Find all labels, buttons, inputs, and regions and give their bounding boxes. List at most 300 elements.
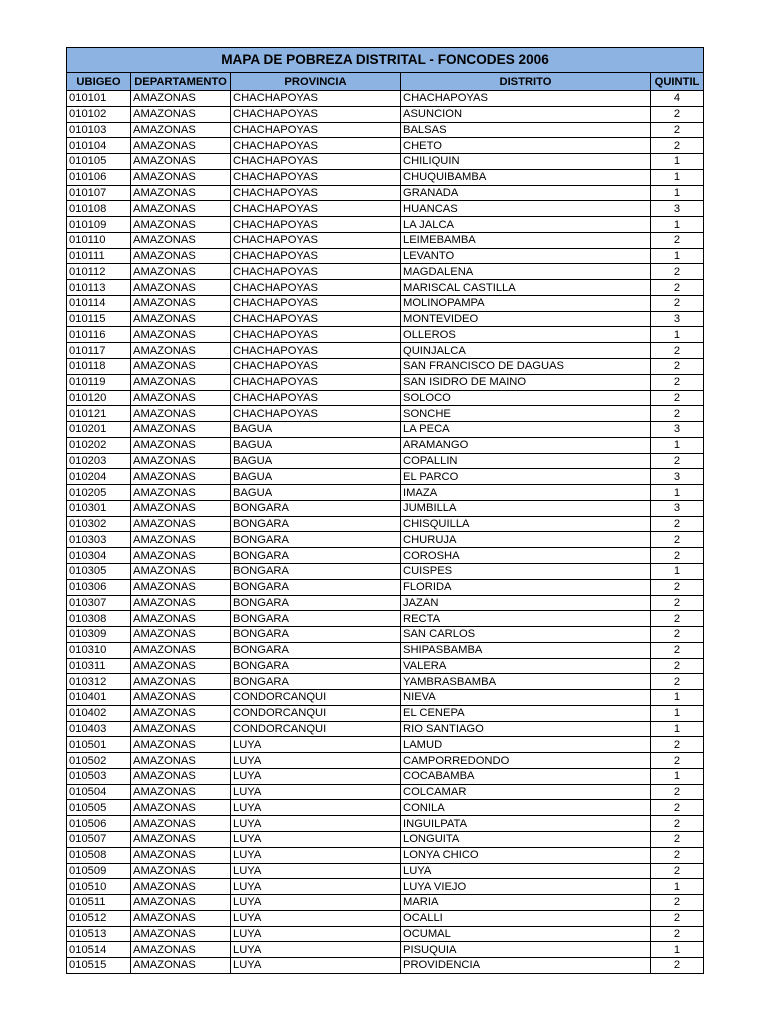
- ubigeo-cell: 010509: [67, 863, 131, 879]
- table-row: [67, 768, 704, 784]
- ubigeo-cell: 010121: [67, 406, 131, 422]
- distrito-cell: NIEVA: [401, 690, 651, 706]
- provincia-cell: LUYA: [231, 879, 401, 895]
- provincia-cell: BAGUA: [231, 453, 401, 469]
- table-row: [67, 185, 704, 201]
- provincia-cell: CHACHAPOYAS: [231, 406, 401, 422]
- provincia-cell: LUYA: [231, 958, 401, 974]
- quintil-cell: 3: [651, 500, 704, 516]
- column-header-quintil: QUINTIL: [651, 73, 704, 91]
- distrito-cell: COPALLIN: [401, 453, 651, 469]
- table-row: [67, 264, 704, 280]
- table-row: [67, 422, 704, 438]
- ubigeo-cell: 010508: [67, 847, 131, 863]
- distrito-cell: LEIMEBAMBA: [401, 232, 651, 248]
- table-row: [67, 942, 704, 958]
- provincia-cell: LUYA: [231, 800, 401, 816]
- distrito-cell: QUINJALCA: [401, 343, 651, 359]
- ubigeo-cell: 010202: [67, 437, 131, 453]
- ubigeo-cell: 010507: [67, 831, 131, 847]
- departamento-cell: AMAZONAS: [131, 863, 231, 879]
- ubigeo-cell: 010101: [67, 91, 131, 107]
- ubigeo-cell: 010501: [67, 737, 131, 753]
- provincia-cell: BAGUA: [231, 485, 401, 501]
- distrito-cell: CHURUJA: [401, 532, 651, 548]
- ubigeo-cell: 010102: [67, 106, 131, 122]
- departamento-cell: AMAZONAS: [131, 406, 231, 422]
- provincia-cell: CONDORCANQUI: [231, 721, 401, 737]
- table-row: [67, 280, 704, 296]
- provincia-cell: CONDORCANQUI: [231, 690, 401, 706]
- table-row: [67, 895, 704, 911]
- ubigeo-cell: 010512: [67, 910, 131, 926]
- distrito-cell: HUANCAS: [401, 201, 651, 217]
- ubigeo-cell: 010119: [67, 374, 131, 390]
- departamento-cell: AMAZONAS: [131, 611, 231, 627]
- quintil-cell: 2: [651, 579, 704, 595]
- provincia-cell: CHACHAPOYAS: [231, 390, 401, 406]
- table-row: [67, 863, 704, 879]
- table-row: [67, 800, 704, 816]
- distrito-cell: MOLINOPAMPA: [401, 295, 651, 311]
- departamento-cell: AMAZONAS: [131, 658, 231, 674]
- ubigeo-cell: 010511: [67, 895, 131, 911]
- quintil-cell: 2: [651, 627, 704, 643]
- provincia-cell: BAGUA: [231, 422, 401, 438]
- distrito-cell: SAN FRANCISCO DE DAGUAS: [401, 359, 651, 375]
- table-row: [67, 642, 704, 658]
- quintil-cell: 2: [651, 138, 704, 154]
- table-row: [67, 674, 704, 690]
- departamento-cell: AMAZONAS: [131, 674, 231, 690]
- ubigeo-cell: 010309: [67, 627, 131, 643]
- column-header-ubigeo: UBIGEO: [67, 73, 131, 91]
- table-row: [67, 138, 704, 154]
- distrito-cell: MAGDALENA: [401, 264, 651, 280]
- ubigeo-cell: 010106: [67, 169, 131, 185]
- ubigeo-cell: 010503: [67, 768, 131, 784]
- ubigeo-cell: 010117: [67, 343, 131, 359]
- departamento-cell: AMAZONAS: [131, 232, 231, 248]
- provincia-cell: BONGARA: [231, 595, 401, 611]
- departamento-cell: AMAZONAS: [131, 563, 231, 579]
- column-header-distrito: DISTRITO: [401, 73, 651, 91]
- provincia-cell: BONGARA: [231, 532, 401, 548]
- ubigeo-cell: 010113: [67, 280, 131, 296]
- quintil-cell: 3: [651, 201, 704, 217]
- quintil-cell: 2: [651, 390, 704, 406]
- ubigeo-cell: 010513: [67, 926, 131, 942]
- table-row: [67, 390, 704, 406]
- departamento-cell: AMAZONAS: [131, 201, 231, 217]
- table-row: [67, 201, 704, 217]
- provincia-cell: CHACHAPOYAS: [231, 138, 401, 154]
- quintil-cell: 2: [651, 264, 704, 280]
- table-row: [67, 217, 704, 233]
- quintil-cell: 1: [651, 879, 704, 895]
- departamento-cell: AMAZONAS: [131, 895, 231, 911]
- provincia-cell: LUYA: [231, 926, 401, 942]
- quintil-cell: 2: [651, 910, 704, 926]
- ubigeo-cell: 010306: [67, 579, 131, 595]
- table-row: [67, 595, 704, 611]
- distrito-cell: JUMBILLA: [401, 500, 651, 516]
- quintil-cell: 1: [651, 154, 704, 170]
- ubigeo-cell: 010401: [67, 690, 131, 706]
- provincia-cell: BONGARA: [231, 563, 401, 579]
- distrito-cell: SAN CARLOS: [401, 627, 651, 643]
- quintil-cell: 1: [651, 768, 704, 784]
- table-row: [67, 359, 704, 375]
- ubigeo-cell: 010105: [67, 154, 131, 170]
- distrito-cell: EL CENEPA: [401, 705, 651, 721]
- distrito-cell: CAMPORREDONDO: [401, 753, 651, 769]
- distrito-cell: ASUNCION: [401, 106, 651, 122]
- distrito-cell: OLLEROS: [401, 327, 651, 343]
- departamento-cell: AMAZONAS: [131, 516, 231, 532]
- departamento-cell: AMAZONAS: [131, 91, 231, 107]
- quintil-cell: 1: [651, 169, 704, 185]
- table-row: [67, 374, 704, 390]
- departamento-cell: AMAZONAS: [131, 453, 231, 469]
- ubigeo-cell: 010310: [67, 642, 131, 658]
- distrito-cell: MARISCAL CASTILLA: [401, 280, 651, 296]
- table-row: [67, 579, 704, 595]
- provincia-cell: LUYA: [231, 768, 401, 784]
- departamento-cell: AMAZONAS: [131, 422, 231, 438]
- distrito-cell: CHUQUIBAMBA: [401, 169, 651, 185]
- departamento-cell: AMAZONAS: [131, 847, 231, 863]
- departamento-cell: AMAZONAS: [131, 169, 231, 185]
- quintil-cell: 2: [651, 374, 704, 390]
- distrito-cell: MONTEVIDEO: [401, 311, 651, 327]
- table-row: [67, 106, 704, 122]
- column-header-departamento: DEPARTAMENTO: [131, 73, 231, 91]
- departamento-cell: AMAZONAS: [131, 327, 231, 343]
- table-row: [67, 563, 704, 579]
- table-row: [67, 469, 704, 485]
- ubigeo-cell: 010510: [67, 879, 131, 895]
- ubigeo-cell: 010203: [67, 453, 131, 469]
- provincia-cell: LUYA: [231, 895, 401, 911]
- ubigeo-cell: 010108: [67, 201, 131, 217]
- provincia-cell: BAGUA: [231, 437, 401, 453]
- departamento-cell: AMAZONAS: [131, 122, 231, 138]
- table-row: [67, 154, 704, 170]
- ubigeo-cell: 010103: [67, 122, 131, 138]
- distrito-cell: RIO SANTIAGO: [401, 721, 651, 737]
- distrito-cell: SONCHE: [401, 406, 651, 422]
- distrito-cell: JAZAN: [401, 595, 651, 611]
- distrito-cell: LUYA: [401, 863, 651, 879]
- header-row: [67, 73, 704, 91]
- provincia-cell: BONGARA: [231, 627, 401, 643]
- quintil-cell: 2: [651, 516, 704, 532]
- poverty-table: [66, 47, 704, 974]
- quintil-cell: 2: [651, 532, 704, 548]
- quintil-cell: 2: [651, 926, 704, 942]
- departamento-cell: AMAZONAS: [131, 579, 231, 595]
- quintil-cell: 2: [651, 847, 704, 863]
- quintil-cell: 1: [651, 721, 704, 737]
- distrito-cell: BALSAS: [401, 122, 651, 138]
- ubigeo-cell: 010305: [67, 563, 131, 579]
- ubigeo-cell: 010303: [67, 532, 131, 548]
- distrito-cell: COLCAMAR: [401, 784, 651, 800]
- quintil-cell: 3: [651, 311, 704, 327]
- ubigeo-cell: 010110: [67, 232, 131, 248]
- distrito-cell: CHETO: [401, 138, 651, 154]
- ubigeo-cell: 010116: [67, 327, 131, 343]
- table-row: [67, 532, 704, 548]
- distrito-cell: LONYA CHICO: [401, 847, 651, 863]
- provincia-cell: CHACHAPOYAS: [231, 295, 401, 311]
- provincia-cell: LUYA: [231, 816, 401, 832]
- ubigeo-cell: 010111: [67, 248, 131, 264]
- ubigeo-cell: 010205: [67, 485, 131, 501]
- table-row: [67, 784, 704, 800]
- provincia-cell: CHACHAPOYAS: [231, 327, 401, 343]
- ubigeo-cell: 010204: [67, 469, 131, 485]
- distrito-cell: FLORIDA: [401, 579, 651, 595]
- provincia-cell: BONGARA: [231, 516, 401, 532]
- departamento-cell: AMAZONAS: [131, 690, 231, 706]
- table-row: [67, 816, 704, 832]
- departamento-cell: AMAZONAS: [131, 106, 231, 122]
- distrito-cell: SAN ISIDRO DE MAINO: [401, 374, 651, 390]
- distrito-cell: OCUMAL: [401, 926, 651, 942]
- quintil-cell: 2: [651, 784, 704, 800]
- table-row: [67, 958, 704, 974]
- departamento-cell: AMAZONAS: [131, 768, 231, 784]
- provincia-cell: LUYA: [231, 863, 401, 879]
- quintil-cell: 2: [651, 958, 704, 974]
- ubigeo-cell: 010311: [67, 658, 131, 674]
- departamento-cell: AMAZONAS: [131, 485, 231, 501]
- quintil-cell: 2: [651, 343, 704, 359]
- provincia-cell: CHACHAPOYAS: [231, 185, 401, 201]
- distrito-cell: SHIPASBAMBA: [401, 642, 651, 658]
- quintil-cell: 1: [651, 217, 704, 233]
- provincia-cell: BONGARA: [231, 579, 401, 595]
- departamento-cell: AMAZONAS: [131, 469, 231, 485]
- distrito-cell: RECTA: [401, 611, 651, 627]
- distrito-cell: MARIA: [401, 895, 651, 911]
- distrito-cell: ARAMANGO: [401, 437, 651, 453]
- table-row: [67, 437, 704, 453]
- quintil-cell: 1: [651, 705, 704, 721]
- table-row: [67, 910, 704, 926]
- quintil-cell: 2: [651, 737, 704, 753]
- distrito-cell: LONGUITA: [401, 831, 651, 847]
- departamento-cell: AMAZONAS: [131, 217, 231, 233]
- distrito-cell: LAMUD: [401, 737, 651, 753]
- ubigeo-cell: 010109: [67, 217, 131, 233]
- provincia-cell: BONGARA: [231, 674, 401, 690]
- table-row: [67, 926, 704, 942]
- provincia-cell: CONDORCANQUI: [231, 705, 401, 721]
- departamento-cell: AMAZONAS: [131, 627, 231, 643]
- ubigeo-cell: 010114: [67, 295, 131, 311]
- distrito-cell: PROVIDENCIA: [401, 958, 651, 974]
- departamento-cell: AMAZONAS: [131, 548, 231, 564]
- distrito-cell: PISUQUIA: [401, 942, 651, 958]
- departamento-cell: AMAZONAS: [131, 816, 231, 832]
- quintil-cell: 2: [651, 595, 704, 611]
- table-row: [67, 627, 704, 643]
- departamento-cell: AMAZONAS: [131, 154, 231, 170]
- quintil-cell: 1: [651, 942, 704, 958]
- departamento-cell: AMAZONAS: [131, 879, 231, 895]
- quintil-cell: 2: [651, 122, 704, 138]
- quintil-cell: 3: [651, 422, 704, 438]
- table-row: [67, 311, 704, 327]
- departamento-cell: AMAZONAS: [131, 295, 231, 311]
- departamento-cell: AMAZONAS: [131, 390, 231, 406]
- table-row: [67, 611, 704, 627]
- departamento-cell: AMAZONAS: [131, 721, 231, 737]
- distrito-cell: EL PARCO: [401, 469, 651, 485]
- quintil-cell: 2: [651, 406, 704, 422]
- quintil-cell: 2: [651, 106, 704, 122]
- column-header-provincia: PROVINCIA: [231, 73, 401, 91]
- distrito-cell: CHILIQUIN: [401, 154, 651, 170]
- provincia-cell: LUYA: [231, 753, 401, 769]
- departamento-cell: AMAZONAS: [131, 185, 231, 201]
- provincia-cell: LUYA: [231, 737, 401, 753]
- distrito-cell: LUYA VIEJO: [401, 879, 651, 895]
- table-row: [67, 169, 704, 185]
- provincia-cell: CHACHAPOYAS: [231, 154, 401, 170]
- table-row: [67, 327, 704, 343]
- table-row: [67, 737, 704, 753]
- quintil-cell: 2: [651, 295, 704, 311]
- departamento-cell: AMAZONAS: [131, 311, 231, 327]
- table-row: [67, 721, 704, 737]
- provincia-cell: CHACHAPOYAS: [231, 280, 401, 296]
- provincia-cell: LUYA: [231, 847, 401, 863]
- ubigeo-cell: 010115: [67, 311, 131, 327]
- provincia-cell: BONGARA: [231, 548, 401, 564]
- table-row: [67, 705, 704, 721]
- distrito-cell: CHISQUILLA: [401, 516, 651, 532]
- distrito-cell: SOLOCO: [401, 390, 651, 406]
- ubigeo-cell: 010403: [67, 721, 131, 737]
- provincia-cell: CHACHAPOYAS: [231, 169, 401, 185]
- table-row: [67, 232, 704, 248]
- table-row: [67, 500, 704, 516]
- distrito-cell: VALERA: [401, 658, 651, 674]
- spreadsheet: [66, 47, 704, 974]
- ubigeo-cell: 010502: [67, 753, 131, 769]
- departamento-cell: AMAZONAS: [131, 248, 231, 264]
- quintil-cell: 2: [651, 232, 704, 248]
- ubigeo-cell: 010304: [67, 548, 131, 564]
- distrito-cell: COROSHA: [401, 548, 651, 564]
- quintil-cell: 1: [651, 327, 704, 343]
- departamento-cell: AMAZONAS: [131, 264, 231, 280]
- table-row: [67, 516, 704, 532]
- distrito-cell: CUISPES: [401, 563, 651, 579]
- distrito-cell: YAMBRASBAMBA: [401, 674, 651, 690]
- quintil-cell: 2: [651, 816, 704, 832]
- ubigeo-cell: 010307: [67, 595, 131, 611]
- table-row: [67, 879, 704, 895]
- table-row: [67, 406, 704, 422]
- table-title: MAPA DE POBREZA DISTRITAL - FONCODES 2006: [67, 48, 704, 73]
- quintil-cell: 2: [651, 658, 704, 674]
- departamento-cell: AMAZONAS: [131, 374, 231, 390]
- table-row: [67, 847, 704, 863]
- distrito-cell: CHACHAPOYAS: [401, 91, 651, 107]
- provincia-cell: CHACHAPOYAS: [231, 91, 401, 107]
- departamento-cell: AMAZONAS: [131, 359, 231, 375]
- provincia-cell: BONGARA: [231, 658, 401, 674]
- distrito-cell: COCABAMBA: [401, 768, 651, 784]
- ubigeo-cell: 010104: [67, 138, 131, 154]
- quintil-cell: 1: [651, 690, 704, 706]
- ubigeo-cell: 010201: [67, 422, 131, 438]
- ubigeo-cell: 010308: [67, 611, 131, 627]
- quintil-cell: 1: [651, 248, 704, 264]
- provincia-cell: LUYA: [231, 831, 401, 847]
- departamento-cell: AMAZONAS: [131, 437, 231, 453]
- ubigeo-cell: 010504: [67, 784, 131, 800]
- provincia-cell: CHACHAPOYAS: [231, 264, 401, 280]
- ubigeo-cell: 010515: [67, 958, 131, 974]
- departamento-cell: AMAZONAS: [131, 280, 231, 296]
- provincia-cell: CHACHAPOYAS: [231, 217, 401, 233]
- distrito-cell: OCALLI: [401, 910, 651, 926]
- departamento-cell: AMAZONAS: [131, 500, 231, 516]
- quintil-cell: 1: [651, 437, 704, 453]
- ubigeo-cell: 010107: [67, 185, 131, 201]
- provincia-cell: CHACHAPOYAS: [231, 359, 401, 375]
- distrito-cell: GRANADA: [401, 185, 651, 201]
- provincia-cell: BAGUA: [231, 469, 401, 485]
- departamento-cell: AMAZONAS: [131, 784, 231, 800]
- ubigeo-cell: 010301: [67, 500, 131, 516]
- distrito-cell: LEVANTO: [401, 248, 651, 264]
- distrito-cell: IMAZA: [401, 485, 651, 501]
- quintil-cell: 2: [651, 674, 704, 690]
- distrito-cell: LA PECA: [401, 422, 651, 438]
- ubigeo-cell: 010118: [67, 359, 131, 375]
- quintil-cell: 2: [651, 280, 704, 296]
- provincia-cell: CHACHAPOYAS: [231, 311, 401, 327]
- quintil-cell: 2: [651, 863, 704, 879]
- ubigeo-cell: 010302: [67, 516, 131, 532]
- distrito-cell: LA JALCA: [401, 217, 651, 233]
- table-row: [67, 248, 704, 264]
- table-row: [67, 690, 704, 706]
- departamento-cell: AMAZONAS: [131, 705, 231, 721]
- quintil-cell: 2: [651, 642, 704, 658]
- ubigeo-cell: 010402: [67, 705, 131, 721]
- departamento-cell: AMAZONAS: [131, 958, 231, 974]
- table-row: [67, 295, 704, 311]
- table-row: [67, 658, 704, 674]
- distrito-cell: INGUILPATA: [401, 816, 651, 832]
- departamento-cell: AMAZONAS: [131, 753, 231, 769]
- quintil-cell: 1: [651, 563, 704, 579]
- ubigeo-cell: 010112: [67, 264, 131, 280]
- departamento-cell: AMAZONAS: [131, 343, 231, 359]
- ubigeo-cell: 010514: [67, 942, 131, 958]
- provincia-cell: LUYA: [231, 942, 401, 958]
- departamento-cell: AMAZONAS: [131, 138, 231, 154]
- quintil-cell: 2: [651, 548, 704, 564]
